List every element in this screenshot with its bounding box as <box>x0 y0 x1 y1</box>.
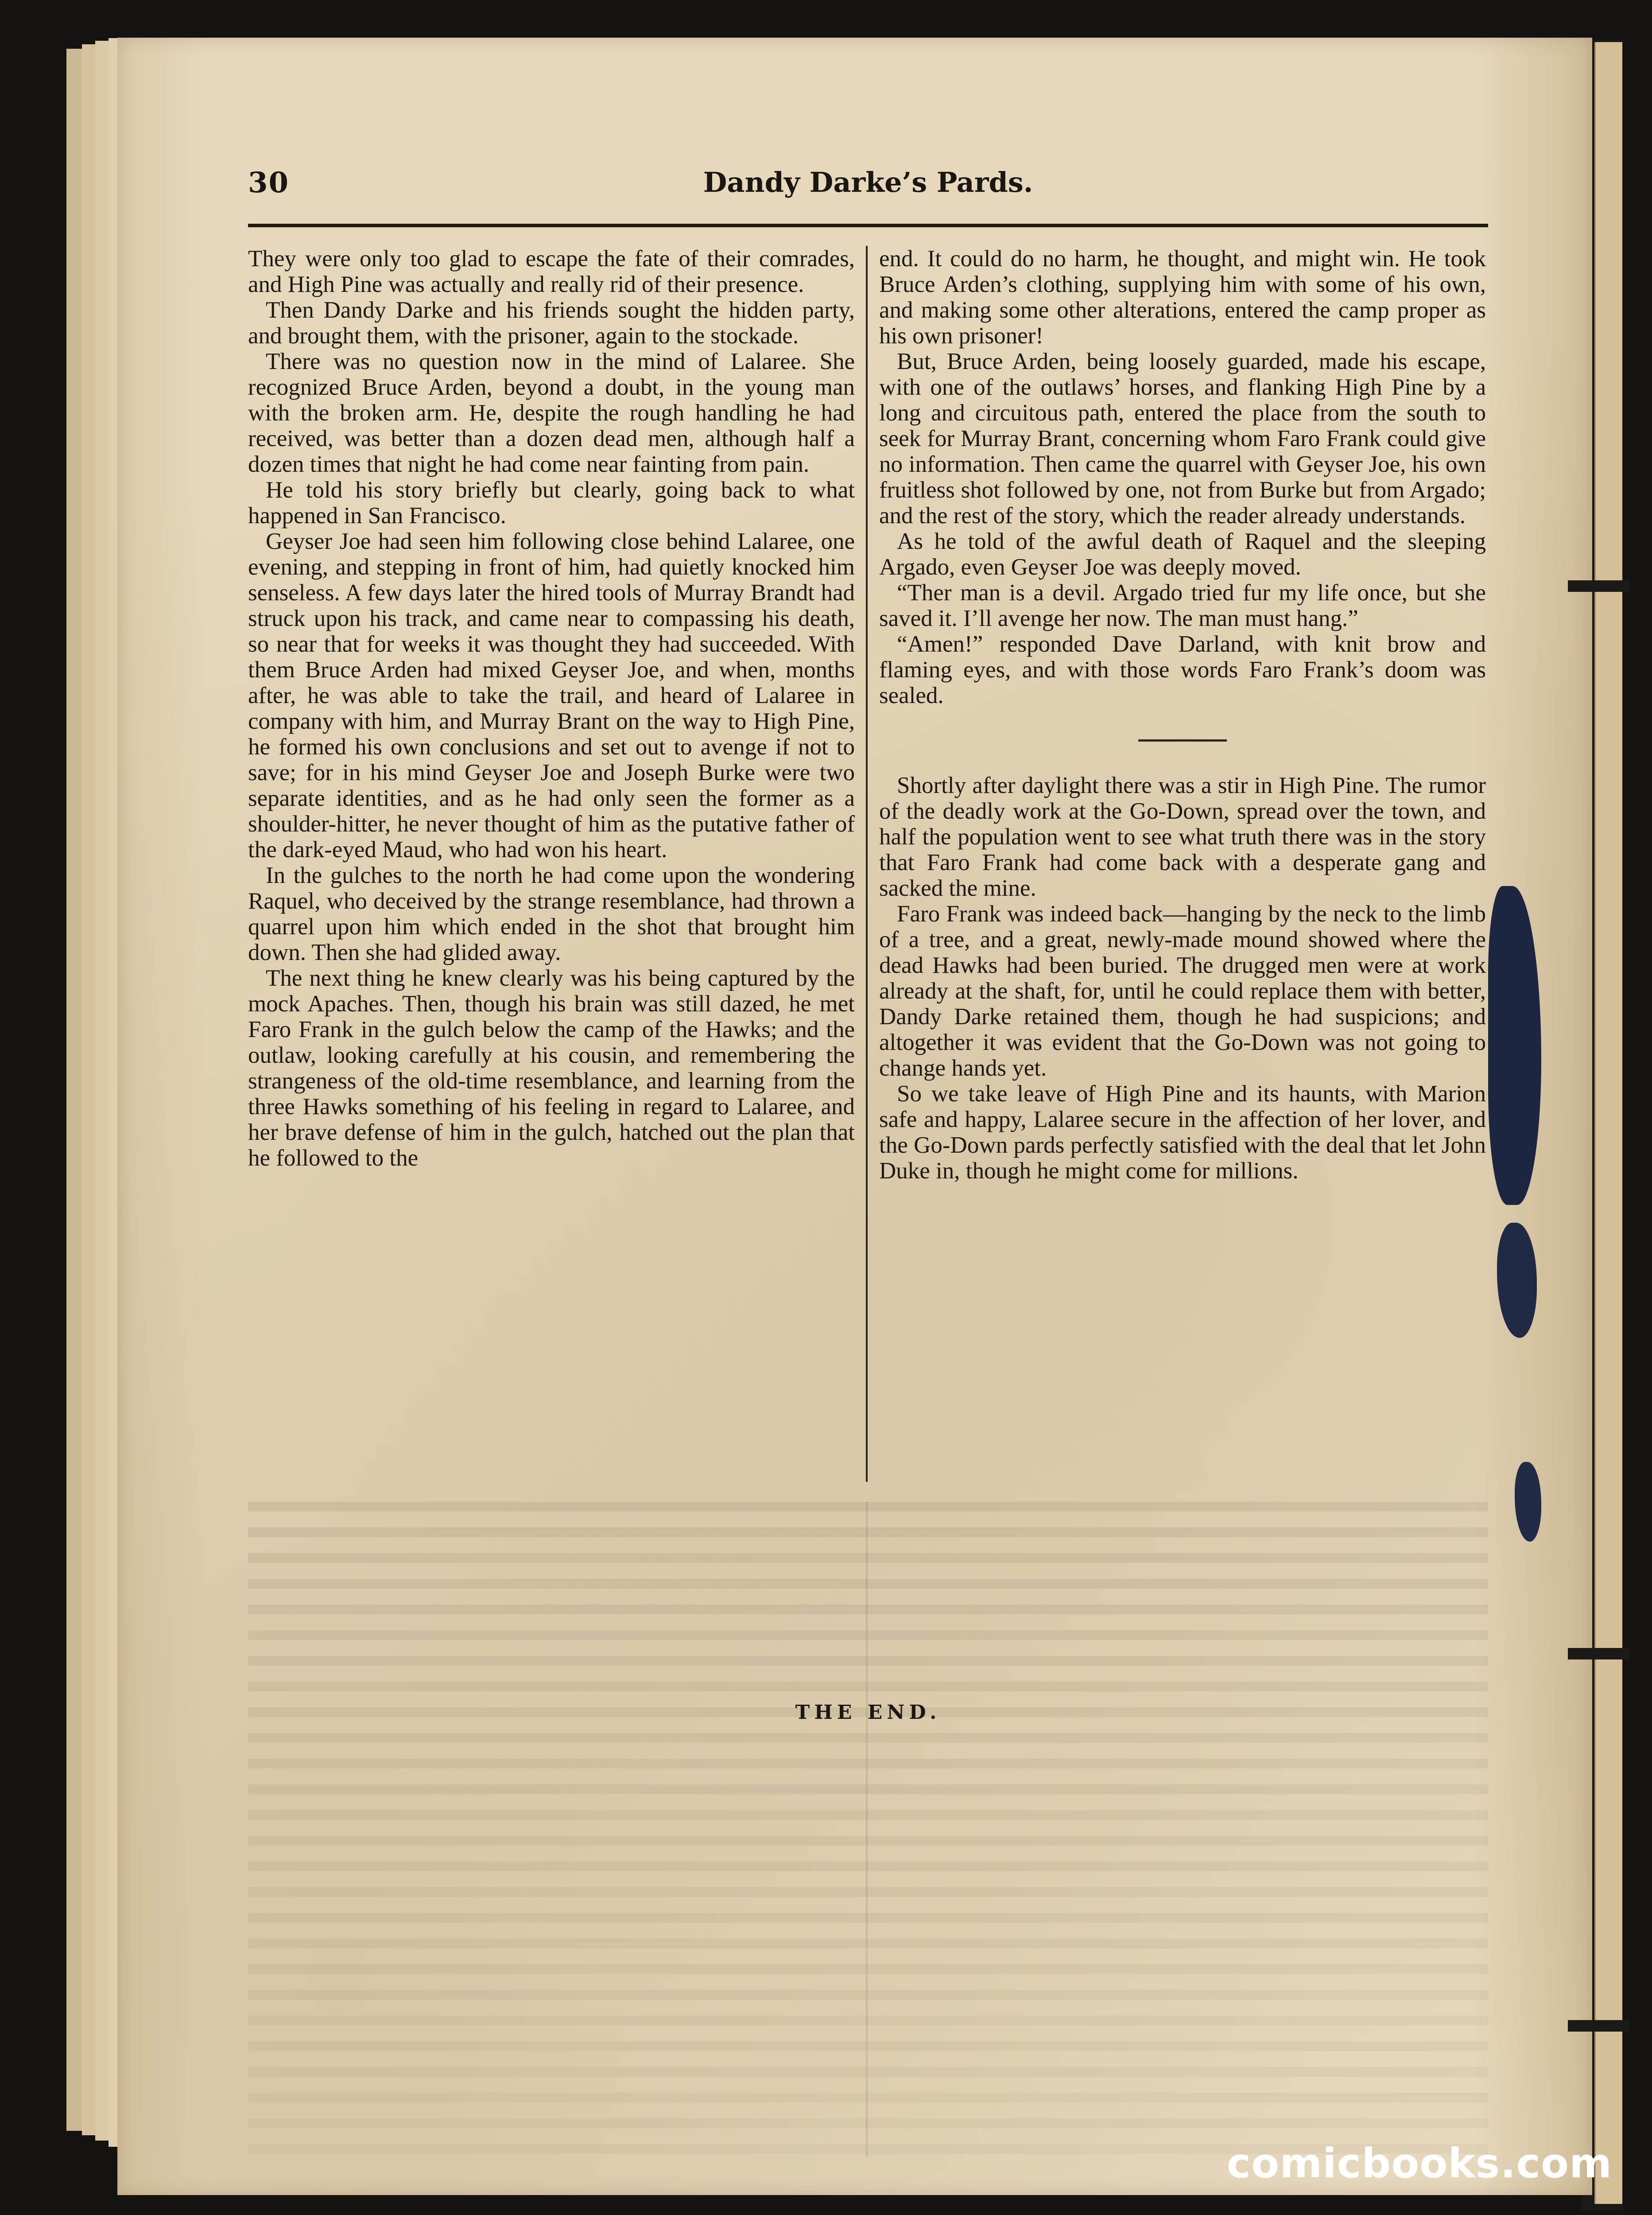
paragraph: Shortly after daylight there was a stir in High Pine. The rumor of the deadly work at the Go-Down, spread over the town, and half the population went to see what truth there was in the story that Faro Frank had come back with a desperate gang and sacked the mine. <box>879 773 1486 901</box>
paragraph: So we take leave of High Pine and its haunts, with Marion safe and happy, Lalaree secure in the affection of her lover, and the Go-Down pards perfectly satisfied with the deal that let John Duke in, though he might come for millions. <box>879 1081 1486 1184</box>
page-number: 30 <box>248 166 290 199</box>
paragraph: “Ther man is a devil. Argado tried fur my life once, but she saved it. I’ll avenge her now. The man must hang.” <box>879 580 1486 631</box>
running-title: Dandy Darke’s Pards. <box>703 166 1033 198</box>
paragraph: There was no question now in the mind of Lalaree. She recognized Bruce Arden, beyond a doubt, in the young man with the broken arm. He, despite the rough handling he had received, was better than a dozen dead men, although half a dozen times that night he had come near fainting from pain. <box>248 349 855 477</box>
bleed-through-rule <box>866 1502 868 2157</box>
left-column <box>248 246 855 1171</box>
paragraph: Geyser Joe had seen him following close behind Lalaree, one evening, and stepping in front of him, had quietly knocked him senseless. A few days later the hired tools of Murray Brandt had struck upon his track, and came near to compassing his death, so near that for weeks it was thought they had succeeded. With them Bruce Arden had mixed Geyser Joe, and when, months after, he was able to take the trail, and heard of Lalaree in company with him, and Murray Brant on the way to High Pine, he formed his own conclusions and set out to avenge if not to save; for in his mind Geyser Joe and Joseph Burke were two separate identities, and as he had only seen the former as a shoulder-hitter, he never thought of him as the putative father of the dark-eyed Maud, who had won his heart. <box>248 528 855 863</box>
watermark: comicbooks.com <box>1226 2140 1612 2187</box>
paragraph: But, Bruce Arden, being loosely guarded, made his escape, with one of the outlaws’ horses, and flanking High Pine by a long and circuitous path, entered the place from the south to seek for Murray Brant, concerning whom Faro Frank could give no information. Then came the quarrel with Geyser Joe, his own fruitless shot followed by one, not from Burke but from Argado; and the rest of the story, which the reader already understands. <box>879 349 1486 528</box>
paragraph: “Amen!” responded Dave Darland, with knit brow and flaming eyes, and with those words Faro Frank’s doom was sealed. <box>879 631 1486 708</box>
the-end: THE END. <box>795 1701 941 1724</box>
staple-notch <box>1568 1648 1630 1659</box>
bleed-through-text <box>248 1502 1488 2157</box>
paragraph: end. It could do no harm, he thought, and might win. He took Bruce Arden’s clothing, supplying him with some of his own, and making some other alterations, entered the camp proper as his own prisoner! <box>879 246 1486 349</box>
right-column <box>879 246 1486 1184</box>
paragraph: In the gulches to the north he had come upon the wondering Raquel, who deceived by the strange resemblance, had thrown a quarrel upon him which ended in the shot that brought him down. Then she had glided away. <box>248 863 855 965</box>
cover-edge <box>1594 42 1622 2204</box>
section-separator <box>1138 739 1227 742</box>
paragraph: Faro Frank was indeed back—hanging by the neck to the limb of a tree, and a great, newly-made mound showed where the dead Hawks had been buried. The drugged men were at work already at the shaft, for, until he could replace them with better, Dandy Darke retained them, though he had suspicions; and altogether it was evident that the Go-Down was not going to change hands yet. <box>879 901 1486 1081</box>
staple-notch <box>1568 580 1630 592</box>
header-rule <box>248 224 1488 227</box>
paragraph: Then Dandy Darke and his friends sought the hidden party, and brought them, with the prisoner, again to the stockade. <box>248 297 855 349</box>
paragraph: He told his story briefly but clearly, going back to what happened in San Francisco. <box>248 477 855 528</box>
paragraph: The next thing he knew clearly was his being captured by the mock Apaches. Then, though his brain was still dazed, he met Faro Frank in the gulch below the camp of the Hawks; and the outlaw, looking carefully at his cousin, and remembering the strangeness of the old-time resemblance, and learning from the three Hawks something of his feeling in regard to Lalaree, and her brave defense of him in the gulch, hatched out the plan that he followed to the <box>248 965 855 1171</box>
staple-notch <box>1568 2020 1630 2032</box>
running-header <box>248 166 1488 215</box>
paragraph: They were only too glad to escape the fate of their comrades, and High Pine was actually and really rid of their presence. <box>248 246 855 297</box>
column-rule <box>866 246 868 1482</box>
paragraph: As he told of the awful death of Raquel and the sleeping Argado, even Geyser Joe was deeply moved. <box>879 528 1486 580</box>
